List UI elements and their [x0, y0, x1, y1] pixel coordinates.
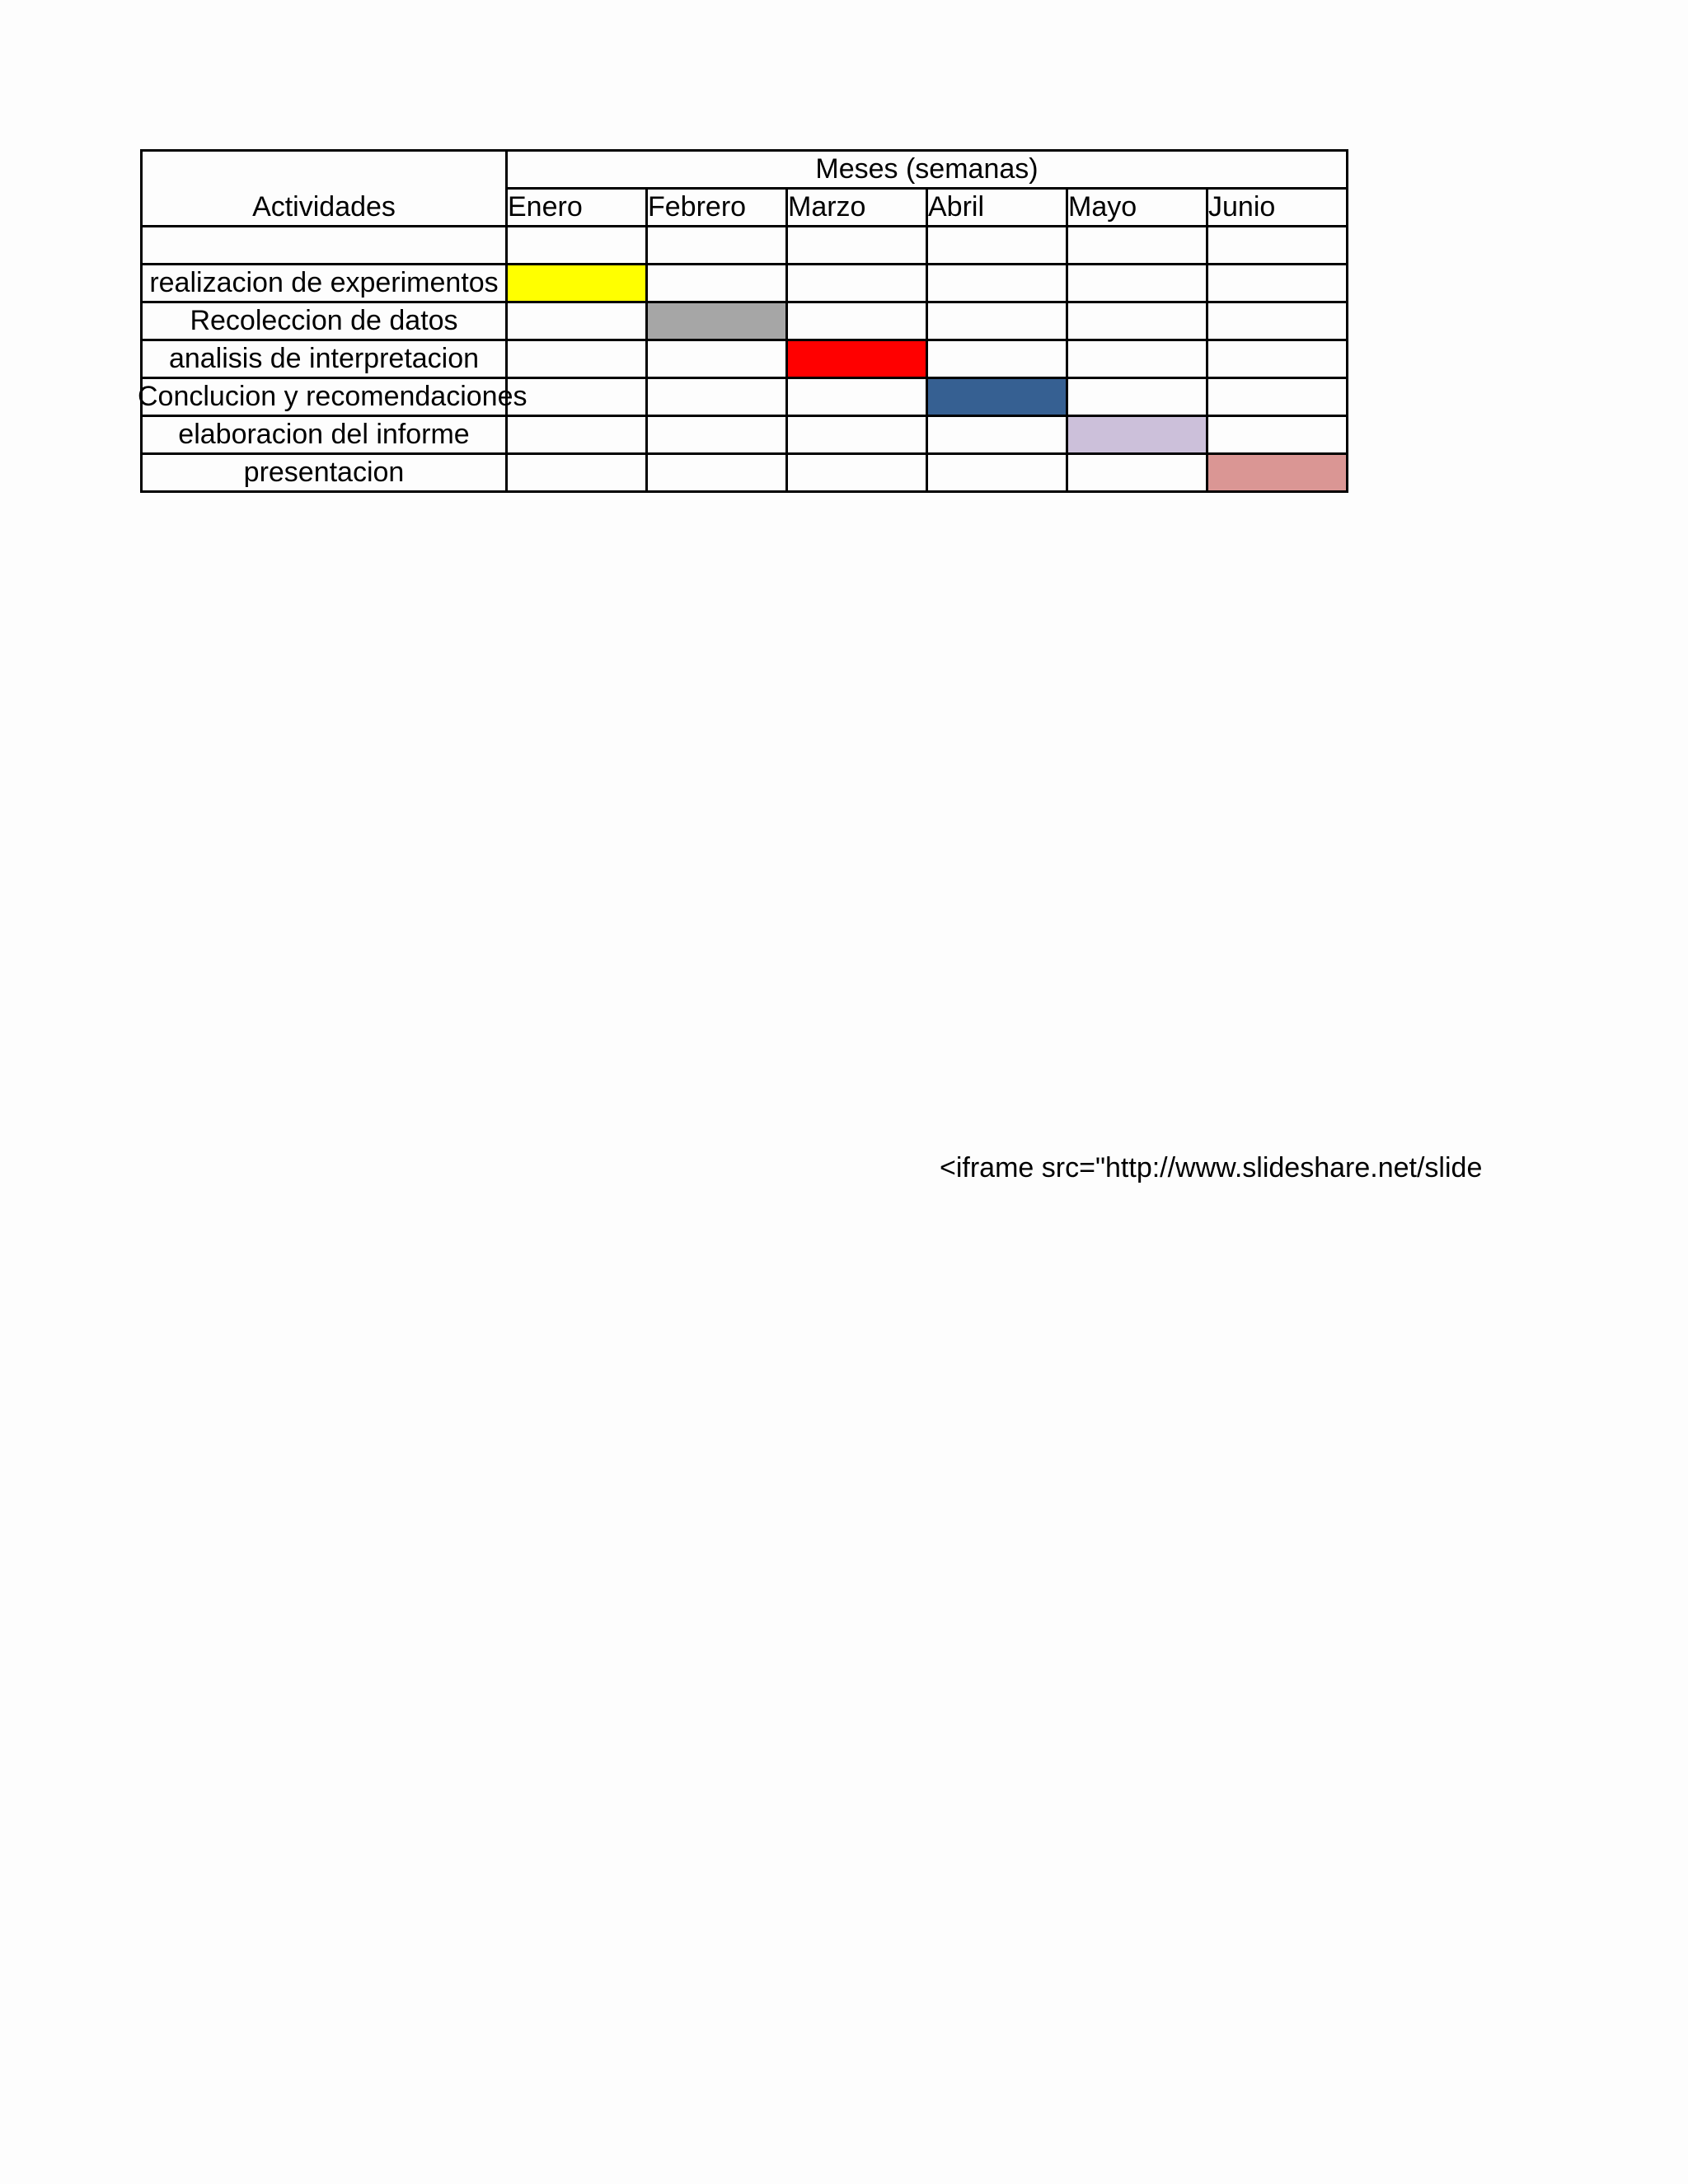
schedule-cell [927, 416, 1067, 454]
schedule-cell [1067, 265, 1207, 302]
activity-row [142, 416, 1348, 454]
schedule-cell-active [647, 302, 787, 340]
activity-label [142, 227, 507, 265]
activity-label [142, 302, 507, 340]
schedule-cell [507, 378, 647, 416]
activity-row [142, 302, 1348, 340]
activity-label-text: analisis de interpretacion [168, 343, 480, 374]
schedule-cell [647, 340, 787, 378]
month-header: Mayo [1067, 189, 1207, 227]
month-header: Enero [507, 189, 647, 227]
activity-label [142, 454, 507, 492]
schedule-cell [787, 378, 927, 416]
schedule-cell-active [787, 340, 927, 378]
schedule-cell [647, 378, 787, 416]
activity-label-text: presentacion [243, 457, 405, 488]
activity-label-text: realizacion de experimentos [149, 267, 499, 298]
schedule-cell [507, 227, 647, 265]
schedule-cell [647, 416, 787, 454]
schedule-cell [647, 265, 787, 302]
activity-label-text: elaboracion del informe [178, 419, 470, 450]
schedule-cell [1067, 454, 1207, 492]
month-header: Abril [927, 189, 1067, 227]
activity-label [142, 340, 507, 378]
schedule-cell [1067, 227, 1207, 265]
activity-label [138, 378, 528, 416]
activity-label [142, 265, 507, 302]
schedule-cell [1067, 378, 1207, 416]
schedule-cell [1067, 302, 1207, 340]
activity-row [142, 378, 1348, 416]
months-header: Meses (semanas) [507, 151, 1348, 189]
schedule-cell [1207, 227, 1348, 265]
schedule-cell [507, 340, 647, 378]
header-row-top [142, 151, 1348, 189]
schedule-cell [927, 227, 1067, 265]
activity-row [142, 340, 1348, 378]
month-header: Marzo [787, 189, 927, 227]
activity-schedule-table [140, 149, 1348, 493]
schedule-cell [787, 227, 927, 265]
schedule-cell [1207, 340, 1348, 378]
schedule-cell [787, 302, 927, 340]
schedule-cell [507, 416, 647, 454]
activities-header: Actividades [142, 151, 507, 227]
schedule-cell [1207, 302, 1348, 340]
iframe-code-text: <iframe src="http://www.slideshare.net/slide [940, 1152, 1483, 1183]
activity-row [142, 454, 1348, 492]
schedule-cell [647, 454, 787, 492]
activity-row [142, 265, 1348, 302]
schedule-cell [647, 227, 787, 265]
schedule-cell [1207, 378, 1348, 416]
schedule-cell-active [1067, 416, 1207, 454]
month-header: Febrero [647, 189, 787, 227]
schedule-cell [1207, 416, 1348, 454]
schedule-cell-active [1207, 454, 1348, 492]
schedule-cell [1067, 340, 1207, 378]
schedule-cell [927, 454, 1067, 492]
schedule-cell [787, 454, 927, 492]
schedule-cell [1207, 265, 1348, 302]
month-header: Junio [1207, 189, 1348, 227]
schedule-cell-active [927, 378, 1067, 416]
schedule-cell [787, 265, 927, 302]
schedule-cell [507, 302, 647, 340]
activity-row [142, 227, 1348, 265]
schedule-cell [927, 340, 1067, 378]
schedule-cell [927, 302, 1067, 340]
activity-label-text: Conclucion y recomendaciones [138, 381, 528, 412]
schedule-cell [927, 265, 1067, 302]
schedule-cell [787, 416, 927, 454]
schedule-cell [507, 454, 647, 492]
activity-label-text: Recoleccion de datos [190, 305, 458, 336]
schedule-cell-active [507, 265, 647, 302]
activity-label [142, 416, 507, 454]
